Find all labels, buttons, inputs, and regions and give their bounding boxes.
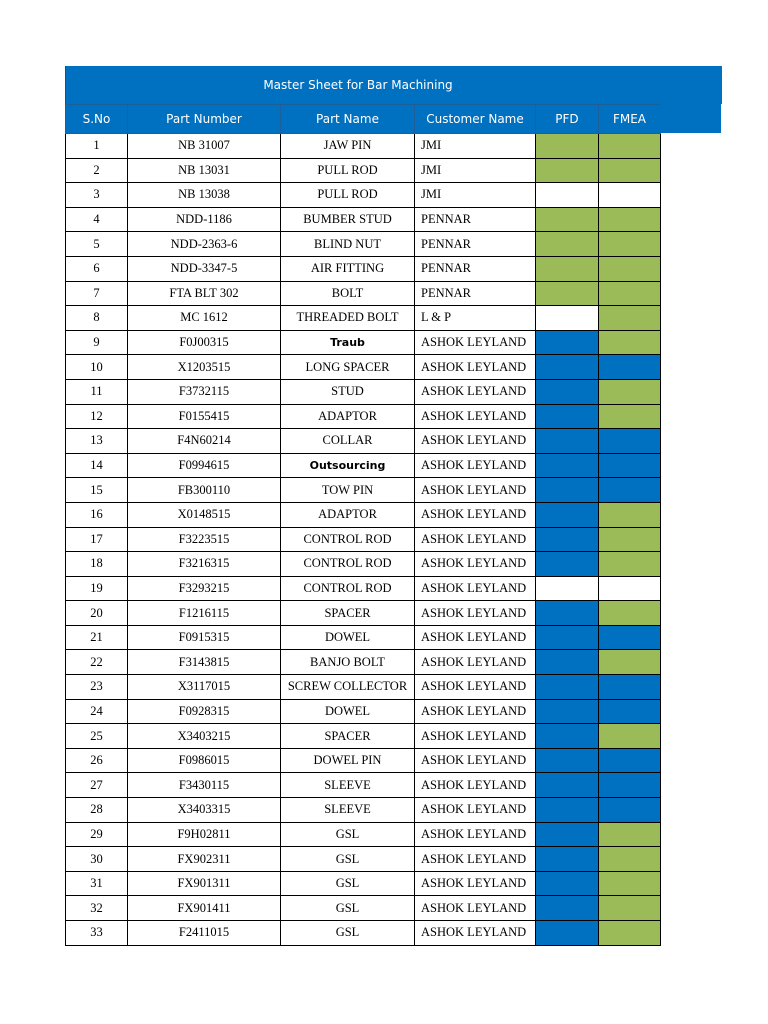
cell-pfd-status — [536, 822, 599, 847]
cell-part-name: GSL — [281, 921, 415, 946]
cell-fmea-status — [599, 183, 661, 208]
cell-pfd-status — [536, 552, 599, 577]
cell-part-number: X3403315 — [128, 798, 281, 823]
cell-part-number: NB 13038 — [128, 183, 281, 208]
table-row — [66, 306, 661, 331]
cell-customer-name: ASHOK LEYLAND — [415, 625, 536, 650]
cell-pfd-status — [536, 699, 599, 724]
cell-part-name: LONG SPACER — [281, 355, 415, 380]
cell-part-name: GSL — [281, 822, 415, 847]
table-row — [66, 404, 661, 429]
table-row — [66, 355, 661, 380]
table-row — [66, 822, 661, 847]
cell-fmea-status — [599, 478, 661, 503]
table-row — [66, 675, 661, 700]
cell-fmea-status — [599, 502, 661, 527]
cell-part-name: BLIND NUT — [281, 232, 415, 257]
cell-pfd-status — [536, 601, 599, 626]
cell-pfd-status — [536, 527, 599, 552]
cell-part-name: TOW PIN — [281, 478, 415, 503]
cell-customer-name: ASHOK LEYLAND — [415, 379, 536, 404]
cell-sno: 29 — [66, 822, 128, 847]
col-header-pfd: PFD — [536, 105, 599, 134]
cell-part-name: SLEEVE — [281, 798, 415, 823]
cell-sno: 19 — [66, 576, 128, 601]
cell-pfd-status — [536, 306, 599, 331]
cell-sno: 6 — [66, 256, 128, 281]
cell-sno: 21 — [66, 625, 128, 650]
cell-customer-name: ASHOK LEYLAND — [415, 404, 536, 429]
cell-customer-name: ASHOK LEYLAND — [415, 921, 536, 946]
table-row — [66, 748, 661, 773]
table-row — [66, 871, 661, 896]
cell-part-number: F3732115 — [128, 379, 281, 404]
cell-customer-name: ASHOK LEYLAND — [415, 675, 536, 700]
cell-part-number: X3117015 — [128, 675, 281, 700]
col-header-fmea: FMEA — [599, 105, 661, 134]
cell-part-name: BANJO BOLT — [281, 650, 415, 675]
col-header-sno: S.No — [66, 105, 128, 134]
cell-fmea-status — [599, 699, 661, 724]
col-header-part-number: Part Number — [128, 105, 281, 134]
cell-part-number: F3293215 — [128, 576, 281, 601]
cell-part-name: CONTROL ROD — [281, 576, 415, 601]
cell-sno: 2 — [66, 158, 128, 183]
cell-part-name: BOLT — [281, 281, 415, 306]
cell-pfd-status — [536, 207, 599, 232]
cell-fmea-status — [599, 675, 661, 700]
cell-pfd-status — [536, 896, 599, 921]
cell-part-number: NB 31007 — [128, 134, 281, 159]
cell-sno: 7 — [66, 281, 128, 306]
table-row — [66, 896, 661, 921]
cell-part-number: MC 1612 — [128, 306, 281, 331]
cell-part-name: Outsourcing — [281, 453, 415, 478]
cell-part-name: JAW PIN — [281, 134, 415, 159]
cell-fmea-status — [599, 724, 661, 749]
cell-pfd-status — [536, 650, 599, 675]
table-row — [66, 847, 661, 872]
cell-part-name: SLEEVE — [281, 773, 415, 798]
cell-pfd-status — [536, 921, 599, 946]
cell-sno: 10 — [66, 355, 128, 380]
table-body — [66, 134, 661, 946]
cell-sno: 24 — [66, 699, 128, 724]
cell-sno: 26 — [66, 748, 128, 773]
cell-fmea-status — [599, 552, 661, 577]
cell-part-name: SPACER — [281, 601, 415, 626]
cell-part-name: PULL ROD — [281, 183, 415, 208]
cell-part-number: X3403215 — [128, 724, 281, 749]
cell-pfd-status — [536, 183, 599, 208]
col-header-customer-name: Customer Name — [415, 105, 536, 134]
cell-part-name: GSL — [281, 847, 415, 872]
cell-fmea-status — [599, 453, 661, 478]
cell-sno: 23 — [66, 675, 128, 700]
cell-part-name: ADAPTOR — [281, 502, 415, 527]
cell-fmea-status — [599, 158, 661, 183]
cell-part-number: F0155415 — [128, 404, 281, 429]
cell-customer-name: PENNAR — [415, 281, 536, 306]
cell-customer-name: ASHOK LEYLAND — [415, 330, 536, 355]
cell-part-number: X1203515 — [128, 355, 281, 380]
table-row — [66, 158, 661, 183]
cell-part-number: F0928315 — [128, 699, 281, 724]
cell-pfd-status — [536, 576, 599, 601]
cell-customer-name: ASHOK LEYLAND — [415, 896, 536, 921]
cell-sno: 33 — [66, 921, 128, 946]
cell-part-name: DOWEL PIN — [281, 748, 415, 773]
parts-table — [65, 104, 661, 946]
cell-pfd-status — [536, 158, 599, 183]
cell-part-name: AIR FITTING — [281, 256, 415, 281]
table-row — [66, 183, 661, 208]
cell-customer-name: ASHOK LEYLAND — [415, 847, 536, 872]
cell-fmea-status — [599, 773, 661, 798]
cell-part-name: COLLAR — [281, 429, 415, 454]
cell-part-name: DOWEL — [281, 625, 415, 650]
cell-customer-name: ASHOK LEYLAND — [415, 724, 536, 749]
cell-fmea-status — [599, 527, 661, 552]
cell-sno: 28 — [66, 798, 128, 823]
cell-part-number: NDD-3347-5 — [128, 256, 281, 281]
cell-pfd-status — [536, 256, 599, 281]
table-row — [66, 281, 661, 306]
cell-fmea-status — [599, 650, 661, 675]
cell-sno: 4 — [66, 207, 128, 232]
cell-fmea-status — [599, 404, 661, 429]
cell-part-number: F4N60214 — [128, 429, 281, 454]
cell-part-name: ADAPTOR — [281, 404, 415, 429]
table-row — [66, 379, 661, 404]
cell-part-number: F3143815 — [128, 650, 281, 675]
cell-pfd-status — [536, 379, 599, 404]
cell-customer-name: ASHOK LEYLAND — [415, 355, 536, 380]
cell-customer-name: ASHOK LEYLAND — [415, 478, 536, 503]
cell-fmea-status — [599, 306, 661, 331]
cell-part-number: NDD-2363-6 — [128, 232, 281, 257]
cell-sno: 18 — [66, 552, 128, 577]
cell-fmea-status — [599, 330, 661, 355]
cell-part-name: STUD — [281, 379, 415, 404]
cell-part-number: F0994615 — [128, 453, 281, 478]
table-row — [66, 773, 661, 798]
cell-part-name: PULL ROD — [281, 158, 415, 183]
cell-sno: 5 — [66, 232, 128, 257]
cell-pfd-status — [536, 355, 599, 380]
title-bar — [65, 66, 722, 104]
cell-pfd-status — [536, 404, 599, 429]
table-row — [66, 699, 661, 724]
cell-sno: 15 — [66, 478, 128, 503]
cell-part-number: F0915315 — [128, 625, 281, 650]
cell-sno: 12 — [66, 404, 128, 429]
cell-customer-name: ASHOK LEYLAND — [415, 650, 536, 675]
cell-part-number: F2411015 — [128, 921, 281, 946]
cell-part-number: FTA BLT 302 — [128, 281, 281, 306]
cell-part-name: Traub — [281, 330, 415, 355]
table-row — [66, 921, 661, 946]
col-header-part-name: Part Name — [281, 105, 415, 134]
cell-fmea-status — [599, 896, 661, 921]
cell-sno: 27 — [66, 773, 128, 798]
cell-customer-name: ASHOK LEYLAND — [415, 502, 536, 527]
cell-pfd-status — [536, 232, 599, 257]
cell-pfd-status — [536, 478, 599, 503]
cell-sno: 20 — [66, 601, 128, 626]
cell-customer-name: PENNAR — [415, 207, 536, 232]
table-row — [66, 453, 661, 478]
cell-sno: 31 — [66, 871, 128, 896]
cell-part-name: CONTROL ROD — [281, 552, 415, 577]
cell-pfd-status — [536, 724, 599, 749]
cell-pfd-status — [536, 330, 599, 355]
cell-fmea-status — [599, 256, 661, 281]
table-row — [66, 576, 661, 601]
cell-part-name: SPACER — [281, 724, 415, 749]
cell-fmea-status — [599, 429, 661, 454]
cell-sno: 14 — [66, 453, 128, 478]
cell-part-number: NDD-1186 — [128, 207, 281, 232]
header-extension — [660, 104, 721, 133]
table-row — [66, 724, 661, 749]
cell-customer-name: JMI — [415, 134, 536, 159]
cell-pfd-status — [536, 675, 599, 700]
table-row — [66, 502, 661, 527]
cell-customer-name: PENNAR — [415, 232, 536, 257]
cell-sno: 17 — [66, 527, 128, 552]
cell-customer-name: ASHOK LEYLAND — [415, 527, 536, 552]
cell-customer-name: ASHOK LEYLAND — [415, 773, 536, 798]
cell-part-number: FX902311 — [128, 847, 281, 872]
cell-sno: 9 — [66, 330, 128, 355]
cell-fmea-status — [599, 601, 661, 626]
sheet-title: Master Sheet for Bar Machining — [263, 78, 453, 92]
cell-part-number: F3223515 — [128, 527, 281, 552]
cell-fmea-status — [599, 748, 661, 773]
cell-customer-name: L & P — [415, 306, 536, 331]
cell-part-number: F1216115 — [128, 601, 281, 626]
cell-customer-name: ASHOK LEYLAND — [415, 748, 536, 773]
table-row — [66, 256, 661, 281]
cell-customer-name: JMI — [415, 183, 536, 208]
cell-customer-name: ASHOK LEYLAND — [415, 699, 536, 724]
cell-customer-name: ASHOK LEYLAND — [415, 871, 536, 896]
table-row — [66, 330, 661, 355]
table-row — [66, 798, 661, 823]
cell-part-number: FB300110 — [128, 478, 281, 503]
cell-fmea-status — [599, 822, 661, 847]
cell-pfd-status — [536, 429, 599, 454]
cell-customer-name: JMI — [415, 158, 536, 183]
cell-sno: 22 — [66, 650, 128, 675]
cell-part-name: CONTROL ROD — [281, 527, 415, 552]
cell-sno: 25 — [66, 724, 128, 749]
cell-pfd-status — [536, 134, 599, 159]
table-row — [66, 207, 661, 232]
cell-part-number: F3216315 — [128, 552, 281, 577]
table-row — [66, 134, 661, 159]
cell-customer-name: ASHOK LEYLAND — [415, 822, 536, 847]
cell-part-name: BUMBER STUD — [281, 207, 415, 232]
cell-sno: 1 — [66, 134, 128, 159]
cell-fmea-status — [599, 207, 661, 232]
cell-part-number: F0986015 — [128, 748, 281, 773]
cell-part-name: SCREW COLLECTOR — [281, 675, 415, 700]
cell-customer-name: ASHOK LEYLAND — [415, 453, 536, 478]
table-row — [66, 527, 661, 552]
cell-sno: 16 — [66, 502, 128, 527]
cell-pfd-status — [536, 453, 599, 478]
cell-customer-name: ASHOK LEYLAND — [415, 576, 536, 601]
header-row — [66, 105, 661, 134]
cell-customer-name: PENNAR — [415, 256, 536, 281]
cell-pfd-status — [536, 798, 599, 823]
cell-sno: 30 — [66, 847, 128, 872]
cell-pfd-status — [536, 871, 599, 896]
cell-pfd-status — [536, 847, 599, 872]
cell-sno: 11 — [66, 379, 128, 404]
cell-fmea-status — [599, 921, 661, 946]
master-sheet — [65, 66, 722, 946]
cell-pfd-status — [536, 773, 599, 798]
cell-sno: 32 — [66, 896, 128, 921]
table-row — [66, 650, 661, 675]
cell-fmea-status — [599, 847, 661, 872]
table-row — [66, 232, 661, 257]
table-row — [66, 552, 661, 577]
cell-customer-name: ASHOK LEYLAND — [415, 601, 536, 626]
cell-part-name: GSL — [281, 896, 415, 921]
cell-fmea-status — [599, 355, 661, 380]
cell-pfd-status — [536, 502, 599, 527]
cell-part-number: FX901411 — [128, 896, 281, 921]
cell-fmea-status — [599, 576, 661, 601]
table-row — [66, 429, 661, 454]
cell-part-name: DOWEL — [281, 699, 415, 724]
cell-customer-name: ASHOK LEYLAND — [415, 429, 536, 454]
cell-pfd-status — [536, 281, 599, 306]
table-row — [66, 625, 661, 650]
cell-part-number: X0148515 — [128, 502, 281, 527]
cell-fmea-status — [599, 798, 661, 823]
cell-pfd-status — [536, 748, 599, 773]
cell-part-number: FX901311 — [128, 871, 281, 896]
cell-fmea-status — [599, 134, 661, 159]
cell-part-number: F3430115 — [128, 773, 281, 798]
cell-fmea-status — [599, 232, 661, 257]
cell-sno: 8 — [66, 306, 128, 331]
cell-part-name: GSL — [281, 871, 415, 896]
cell-part-number: F0J00315 — [128, 330, 281, 355]
cell-part-number: F9H02811 — [128, 822, 281, 847]
cell-part-number: NB 13031 — [128, 158, 281, 183]
cell-sno: 3 — [66, 183, 128, 208]
cell-customer-name: ASHOK LEYLAND — [415, 552, 536, 577]
cell-fmea-status — [599, 871, 661, 896]
cell-part-name: THREADED BOLT — [281, 306, 415, 331]
cell-fmea-status — [599, 379, 661, 404]
cell-sno: 13 — [66, 429, 128, 454]
cell-fmea-status — [599, 625, 661, 650]
cell-customer-name: ASHOK LEYLAND — [415, 798, 536, 823]
table-row — [66, 601, 661, 626]
cell-fmea-status — [599, 281, 661, 306]
cell-pfd-status — [536, 625, 599, 650]
table-row — [66, 478, 661, 503]
